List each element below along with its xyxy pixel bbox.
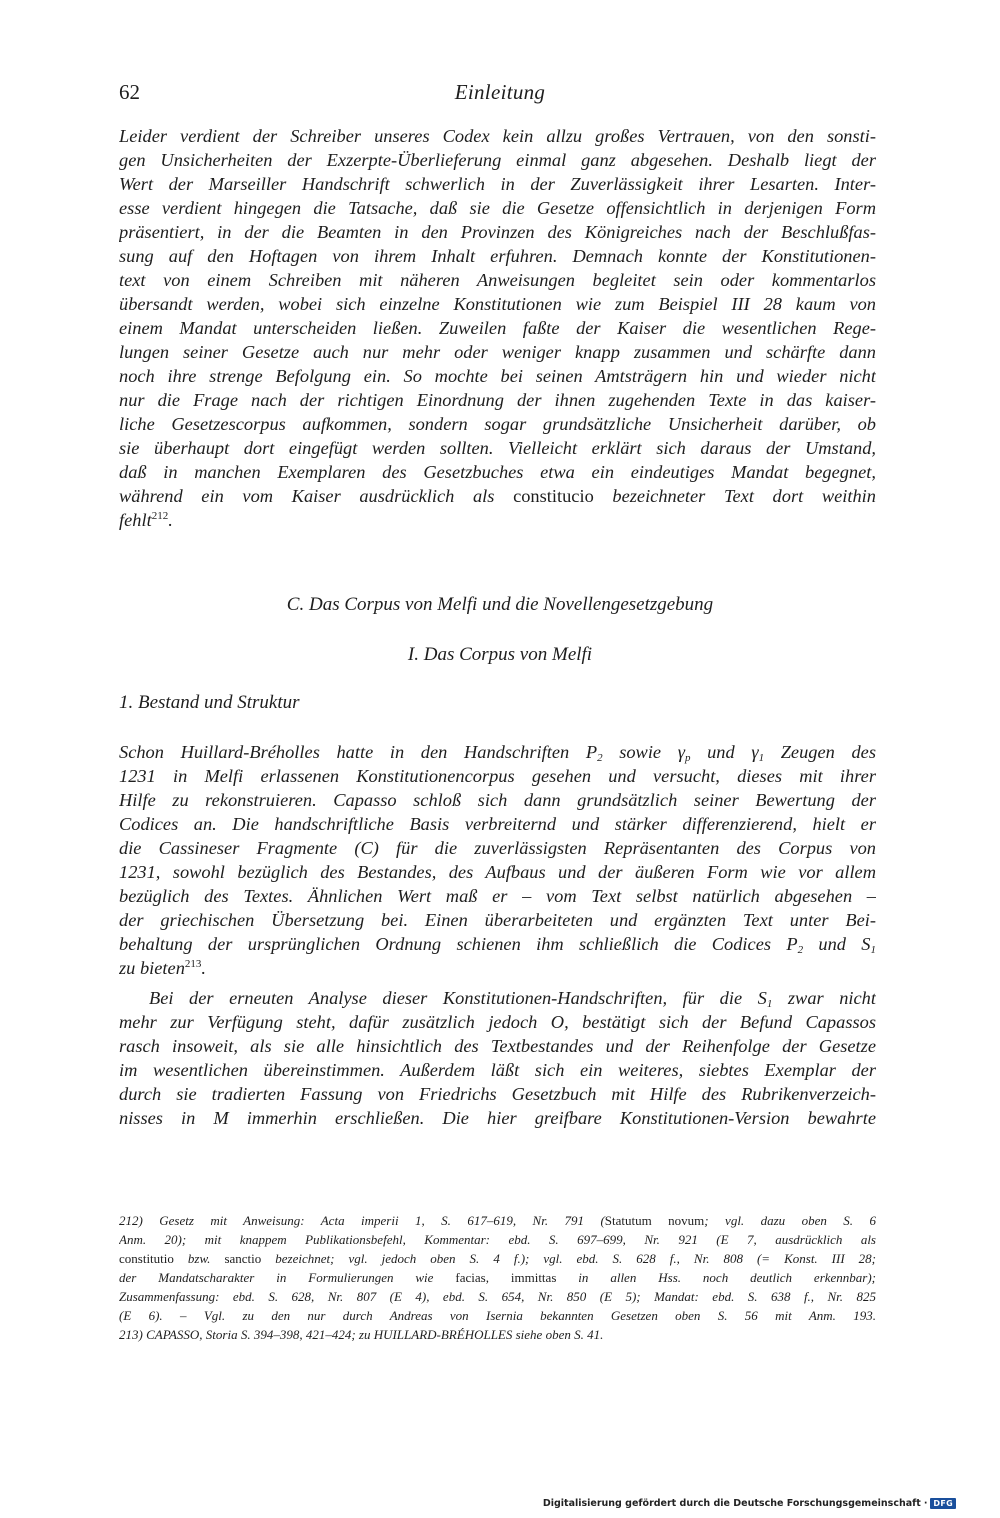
digitization-credit [543,1498,956,1509]
text-line: 1231 in Melfi erlassenen Konstitutionencorpus gesehen und versucht, dieses mit ihrer [119,766,876,786]
text-line: lungen seiner Gesetze auch nur mehr oder weniger knapp zusammen und schärfte dann [119,342,876,362]
text-line: esse verdient hingegen die Tatsache, daß sie die Gesetze offensichtlich in derjenigen Form [119,198,876,218]
credit-separator: · [923,1498,928,1509]
text-line: sung auf den Hoftagen von ihrem Inhalt erfuhren. Demnach konnte der Konstitutionen- [119,246,876,266]
text-line: während ein vom Kaiser ausdrücklich als constitucio bezeichneter Text dort weithin [119,486,876,506]
text-line: liche Gesetzescorpus aufkommen, sondern sogar grundsätzliche Unsicherheit darüber, ob [119,414,876,434]
dfg-logo-icon: DFG [930,1498,956,1509]
text-line: der griechischen Übersetzung bei. Einen überarbeiteten und ergänzten Text unter Bei- [119,910,876,930]
text-line: übersandt werden, wobei sich einzelne Konstitutionen wie zum Beispiel III 28 kaum von [119,294,876,314]
text-line: präsentiert, in der die Beamten in den Provinzen des Königreiches nach der Beschlußfas- [119,222,876,242]
subsubsection-heading: 1. Bestand und Struktur [119,692,300,713]
footnote-line: Anm. 20); mit knappem Publikationsbefehl, Kommentar: ebd. S. 697–699, Nr. 921 (E 7, ausdrücklich als [119,1232,876,1247]
text-line: Leider verdient der Schreiber unseres Codex kein allzu großes Vertrauen, von den sonsti- [119,126,876,146]
text-line: Hilfe zu rekonstruieren. Capasso schloß sich dann grundsätzlich seiner Bewertung der [119,790,876,810]
text-line: die Cassineser Fragmente (C) für die zuverlässigsten Repräsentanten des Corpus von [119,838,876,858]
text-line: bezüglich des Textes. Ähnlichen Wert maß er – vom Text selbst natürlich abgesehen – [119,886,876,906]
text-line: einem Mandat unterscheiden ließen. Zuweilen faßte der Kaiser die wesentlichen Rege- [119,318,876,338]
text-line: mehr zur Verfügung steht, dafür zusätzlich jedoch O, bestätigt sich der Befund Capassos [119,1012,876,1032]
footnote-ref[interactable]: 213 [184,958,202,970]
footnote-212: 212) Gesetz mit Anweisung: Acta imperii 1, S. 617–619, Nr. 791 (Statutum novum; vgl. dazu oben S. 6 [119,1213,876,1228]
text-line: Wert der Marseiller Handschrift schwerlich in der Zuverlässigkeit ihrer Lesarten. Inter- [119,174,876,194]
credit-text: Digitalisierung gefördert durch die Deutsche Forschungsgemeinschaft [542,1498,921,1509]
subsection-heading: I. Das Corpus von Melfi [407,644,593,665]
page-number: 62 [119,80,140,104]
footnote-ref[interactable]: 212 [151,510,169,522]
text-line: nur die Frage nach der richtigen Einordnung der ihnen zugehenden Texte in das kaiser- [119,390,876,410]
text-line: gen Unsicherheiten der Exzerpte-Überlieferung einmal ganz abgesehen. Deshalb liegt der [119,150,876,170]
running-head: Einleitung [454,80,546,104]
text-line: Schon Huillard-Bréholles hatte in den Handschriften $P_2$ sowie $\gamma_p$ und $\gamma_1$ Zeugen des [119,742,876,764]
footnote-line: constitutio bzw. sanctio bezeichnet; vgl. jedoch oben S. 4 f.); vgl. ebd. S. 628 f., Nr. 808 (= Konst. III 28; [119,1251,876,1266]
section-heading: C. Das Corpus von Melfi und die Novellengesetzgebung [286,594,714,615]
text-line: behaltung der ursprünglichen Ordnung schienen ihm schließlich die Codices $P_2$ und $S_1$ [119,934,876,956]
text-line: im wesentlichen übereinstimmen. Außerdem läßt sich ein weiteres, siebtes Exemplar der [119,1060,876,1080]
text-line: nisses in M immerhin erschließen. Die hier greifbare Konstitutionen-Version bewahrte [119,1108,876,1128]
footnote-line: der Mandatscharakter in Formulierungen wie facias, immittas in allen Hss. noch deutlich erkennbar); [119,1270,876,1285]
text-line: rasch insoweit, als sie alle hinsichtlich des Textbestandes und der Reihenfolge der Gesetze [119,1036,876,1056]
text-line: fehlt$^{212}$. [119,510,173,530]
text-line: Codices an. Die handschriftliche Basis verbreiternd und stärker differenzierend, hielt er [119,814,876,834]
text-line: daß in manchen Exemplaren des Gesetzbuches etwa ein eindeutiges Mandat begegnet, [119,462,876,482]
text-line: zu bieten$^{213}$. [119,958,206,978]
text-line: 1231, sowohl bezüglich des Bestandes, des Aufbaus und der äußeren Form wie vor allem [119,862,876,882]
text-line: sie überhaupt dort eingefügt werden sollten. Vielleicht erklärt sich daraus der Umstand, [119,438,876,458]
text-line: text von einem Schreiben mit näheren Anweisungen begleitet sein oder kommentarlos [119,270,876,290]
text-line: durch sie tradierten Fassung von Friedrichs Gesetzbuch mit Hilfe des Rubrikenverzeich- [119,1084,876,1104]
text-line: noch ihre strenge Befolgung ein. So mochte bei seinen Amtsträgern hin und wieder nicht [119,366,876,386]
footnote-line: Zusammenfassung: ebd. S. 628, Nr. 807 (E 4), ebd. S. 654, Nr. 850 (E 5); Mandat: ebd. S. 638 f., Nr. 825 [119,1289,876,1304]
footnote-line: (E 6). – Vgl. zu den nur durch Andreas von Isernia bekannten Gesetzen oben S. 56 mit Anm. 193. [119,1308,876,1323]
latin-term: constitucio [513,486,594,506]
footnote-213: 213) CAPASSO, Storia S. 394–398, 421–424; zu HUILLARD-BRÉHOLLES siehe oben S. 41. [119,1327,604,1342]
text-line: Bei der erneuten Analyse dieser Konstitutionen-Handschriften, für die $S_1$ zwar nicht [149,988,876,1010]
